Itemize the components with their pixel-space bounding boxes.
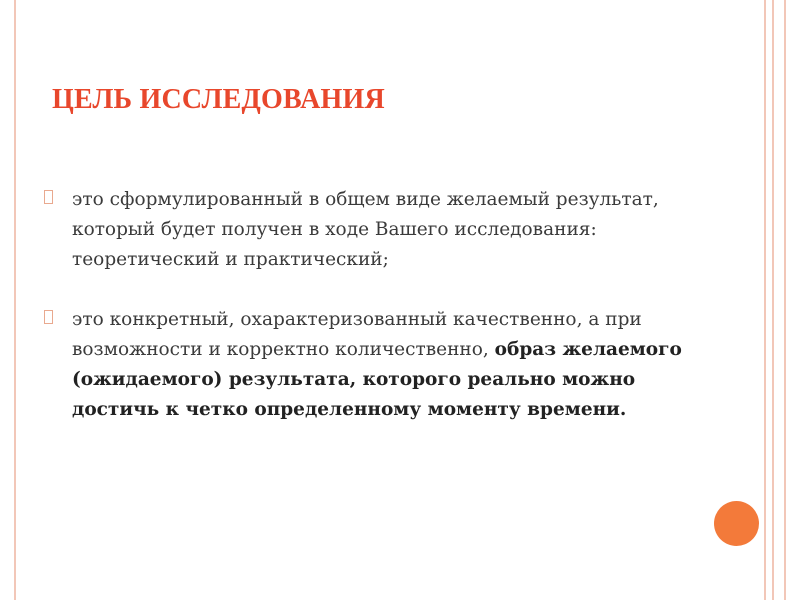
right-border-line-2 <box>772 0 774 600</box>
bullet-item-2 <box>44 305 694 425</box>
decorative-orange-circle <box>714 501 759 546</box>
bullet-item-1 <box>44 185 694 275</box>
right-border-line-1 <box>784 0 786 600</box>
slide-title: ЦЕЛЬ ИССЛЕДОВАНИЯ <box>52 84 385 115</box>
left-border-line <box>14 0 16 600</box>
bullet-marker-icon <box>44 190 53 204</box>
bullet-marker-icon <box>44 310 53 324</box>
bullet-text-1: это сформулированный в общем виде желаемый результат, который будет получен в ходе Вашего исследования: теоретический и практический; <box>72 189 659 270</box>
bullet-text-2-regular: это конкретный, охарактеризованный качественно, а при возможности и корректно количественно, <box>72 309 642 360</box>
bullet-text-2-bold: образ желаемого (ожидаемого) результата, которого реально можно достичь к четко определенному моменту времени. <box>72 339 682 420</box>
right-border-line-3 <box>764 0 766 600</box>
bullet-list <box>44 185 694 455</box>
